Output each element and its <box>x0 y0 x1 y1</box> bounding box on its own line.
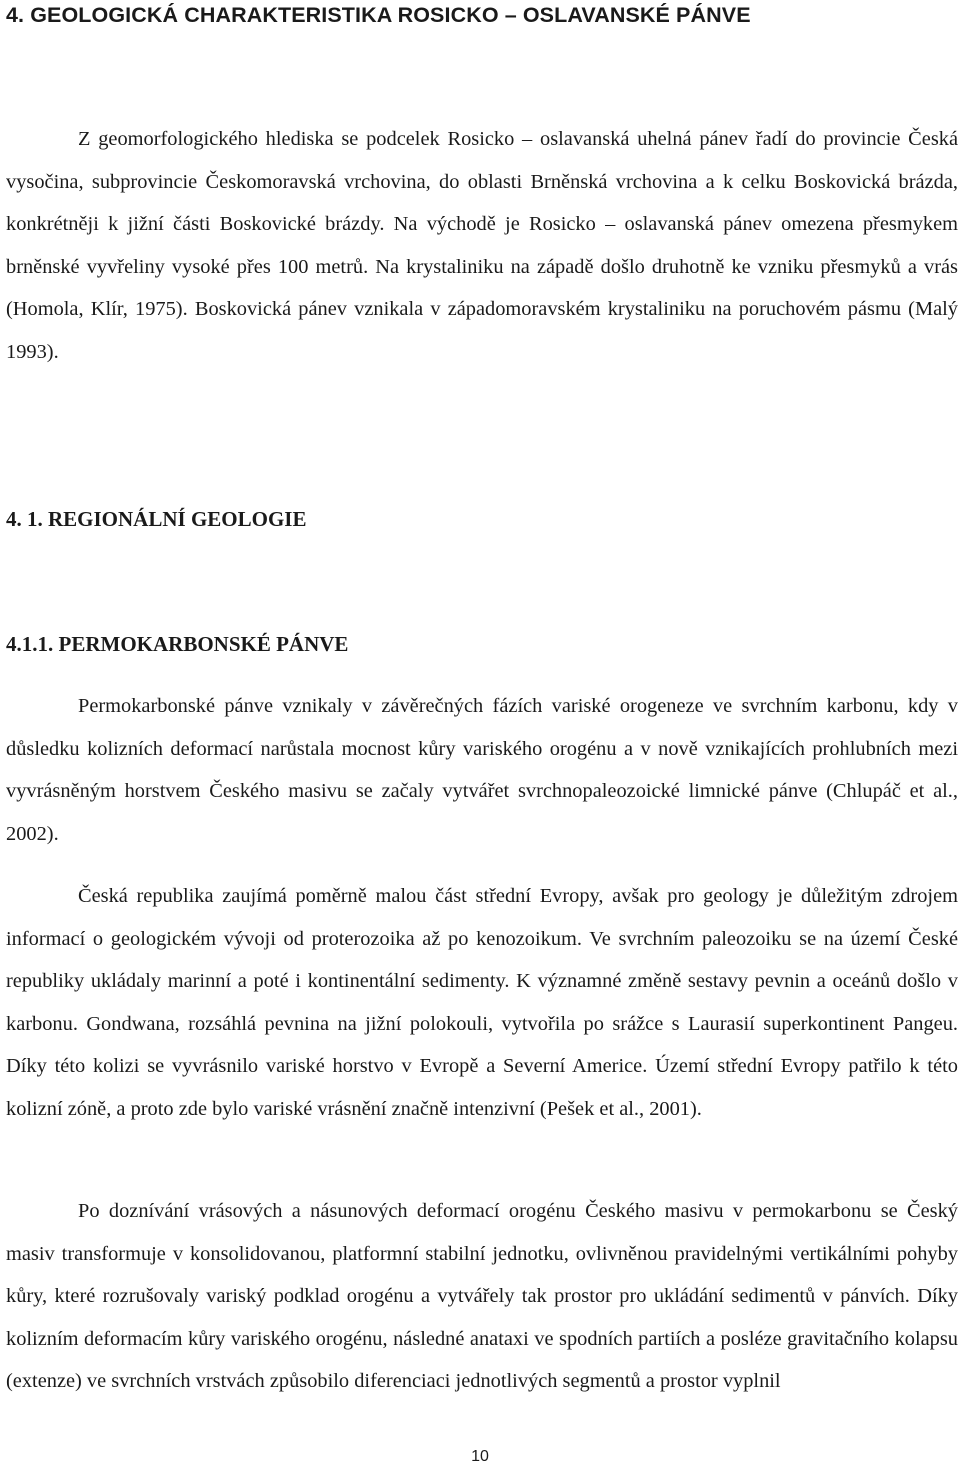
paragraph-permokarbon: Permokarbonské pánve vznikaly v závěrečných fázích variské orogeneze ve svrchním karbonu, kdy v důsledku kolizních deformací narůstala mocnost kůry variského orogénu a v nově vznikajících prohlubních mezi vyvrásněným horstvem Českého masivu se začaly vytvářet svrchnopaleozoické limnické pánve (Chlupáč et al., 2002). <box>6 695 958 845</box>
chapter-title: 4. GEOLOGICKÁ CHARAKTERISTIKA ROSICKO – OSLAVANSKÉ PÁNVE <box>6 3 751 27</box>
section-heading: 4. 1. REGIONÁLNÍ GEOLOGIE <box>6 507 307 531</box>
page-number: 10 <box>471 1448 489 1465</box>
subsection-heading: 4.1.1. PERMOKARBONSKÉ PÁNVE <box>6 632 349 656</box>
paragraph-czech-republic: Česká republika zaujímá poměrně malou část střední Evropy, avšak pro geology je důležitým zdrojem informací o geologickém vývoji od proterozoika až po kenozoikum. Ve svrchním paleozoiku se na území České republiky ukládaly marinní a poté i kontinentální sedimenty. K významné změně sestavy pevnin a oceánů došlo v karbonu. Gondwana, rozsáhlá pevnina na jižní polokouli, vytvořila po srážce s Laurasií superkontinent Pangeu. Díky této kolizi se vyvrásnilo variské horstvo v Evropě a Severní Americe. Území střední Evropy patřilo k této kolizní zóně, a proto zde bylo variské vrásnění značně intenzivní (Pešek et al., 2001). <box>6 885 958 1120</box>
intro-paragraph: Z geomorfologického hlediska se podcelek Rosicko – oslavanská uhelná pánev řadí do provincie Česká vysočina, subprovincie Českomoravská vrchovina, do oblasti Brněnská vrchovina a k celku Boskovická brázda, konkrétněji k jižní části Boskovické brázdy. Na východě je Rosicko – oslavanská pánev omezena přesmykem brněnské vyvřeliny vysoké přes 100 metrů. Na krystaliniku na západě došlo druhotně ke vzniku přesmyků a vrás (Homola, Klír, 1975). Boskovická pánev vznikala v západomoravském krystaliniku na poruchovém pásmu (Malý 1993). <box>6 128 958 363</box>
paragraph-after-folding: Po doznívání vrásových a násunových deformací orogénu Českého masivu v permokarbonu se Český masiv transformuje v konsolidovanou, platformní stabilní jednotku, ovlivněnou pravidelnými vertikálními pohyby kůry, které rozrušovaly variský podklad orogénu a vytvářely tak prostor pro ukládání sedimentů v pánvích. Díky kolizním deformacím kůry variského orogénu, následné anataxi ve spodních partiích a posléze gravitačního kolapsu (extenze) ve svrchních vrstvách způsobilo diferenciaci jednotlivých segmentů a prostor vyplnil <box>6 1200 958 1392</box>
